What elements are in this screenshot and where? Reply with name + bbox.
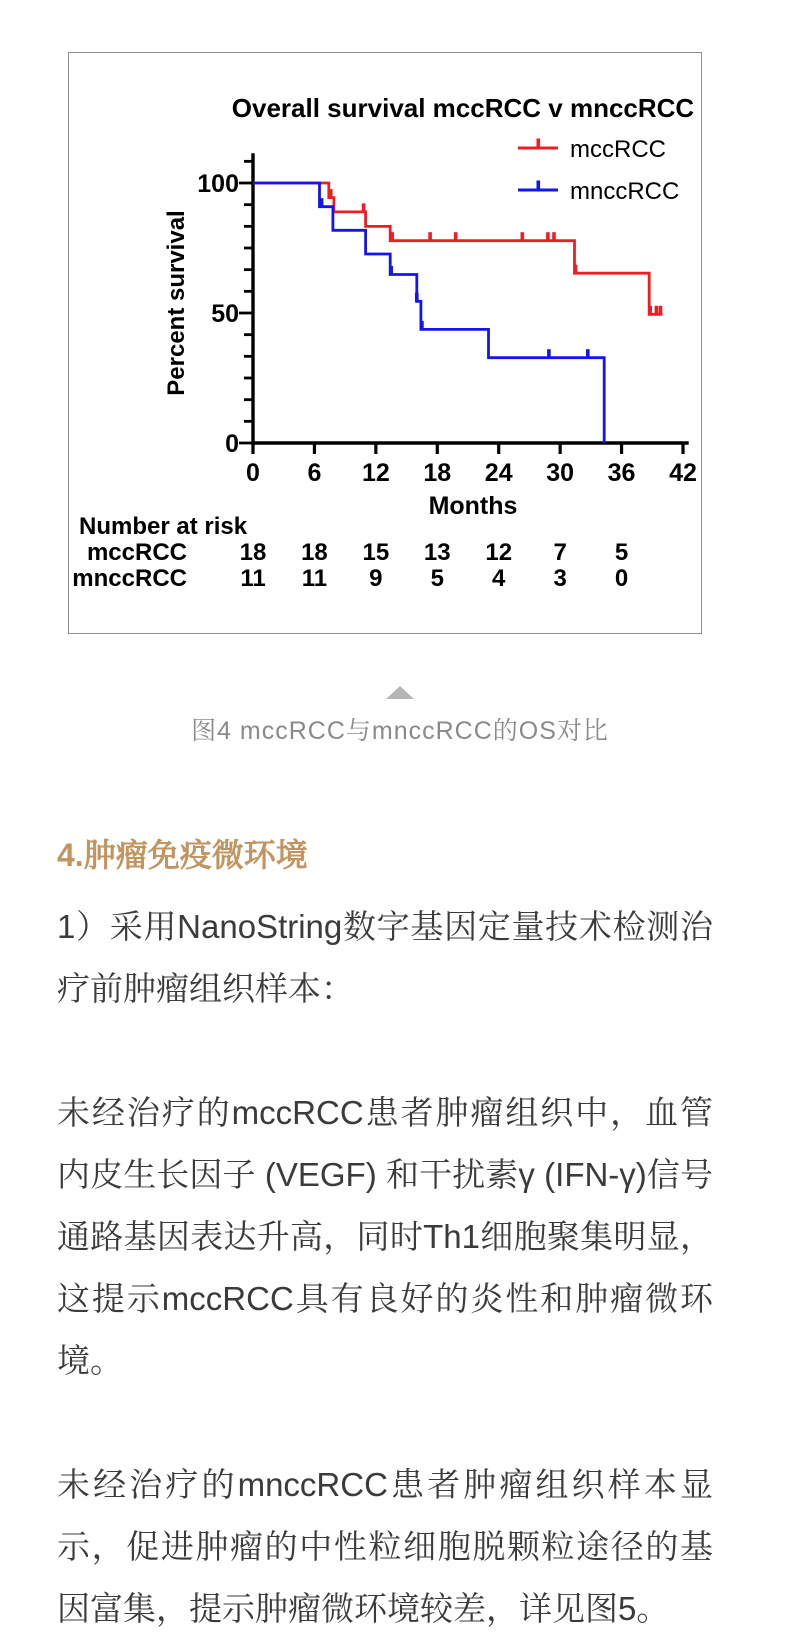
censor-tick-mnccRCC [420,321,424,331]
risk-value-mnccRCC: 4 [492,565,506,592]
censor-tick-mccRCC [546,232,550,242]
paragraph-mnccrcc-findings: 未经治疗的mnccRCC患者肿瘤组织样本显示，促进肿瘤的中性粒细胞脱颗粒途径的基因富集，提示肿瘤微环境较差，详见图5。 [57,1466,713,1627]
x-tick-label: 42 [669,459,697,487]
censor-tick-mnccRCC [320,198,324,208]
x-tick-label: 24 [484,459,513,487]
series-curve-mnccRCC [253,183,604,443]
km-chart [69,53,699,631]
censor-tick-mccRCC [362,203,366,213]
risk-value-mnccRCC: 11 [240,565,266,592]
risk-table-header: Number at risk [79,513,248,540]
censor-tick-mnccRCC [389,266,393,276]
censor-tick-mccRCC [329,189,333,199]
risk-value-mccRCC: 18 [239,539,267,566]
chart-title: Overall survival mccRCC v mnccRCC [231,93,695,123]
censor-tick-mccRCC [655,306,659,316]
censor-tick-mnccRCC [586,349,590,359]
risk-value-mccRCC: 7 [553,539,567,566]
x-tick-label: 0 [246,459,260,487]
article-body [57,832,713,1640]
legend-label-mccRCC: mccRCC [570,136,666,163]
paragraph-method: 1）采用NanoString数字基因定量技术检测治疗前肿瘤组织样本： [57,908,713,1007]
censor-tick-mccRCC [521,232,525,242]
censor-tick-mccRCC [574,265,578,275]
risk-value-mccRCC: 13 [423,539,451,566]
risk-value-mccRCC: 18 [301,539,328,566]
x-tick-label: 36 [607,459,636,487]
figure-caption: 图4 mccRCC与mnccRCC的OS对比 [191,717,609,745]
x-tick-label: 18 [423,459,452,487]
risk-row-label-mccRCC: mccRCC [86,539,187,566]
risk-value-mnccRCC: 9 [369,565,383,592]
collapse-arrow-icon[interactable] [386,686,414,699]
x-tick-label: 30 [546,459,575,487]
censor-tick-mccRCC [454,232,458,242]
censor-tick-mccRCC [552,232,556,242]
risk-row-label-mnccRCC: mnccRCC [72,565,187,592]
section-heading: 4.肿瘤免疫微环境 [57,837,308,873]
x-tick-label: 6 [307,459,322,487]
legend-censor-tick-mccRCC [537,139,541,150]
paragraph-mccrcc-findings: 未经治疗的mccRCC患者肿瘤组织中，血管内皮生长因子 (VEGF) 和干扰素γ (IFN-γ)信号通路基因表达升高，同时Th1细胞聚集明显，这提示mccRCC具有良好的炎性和肿瘤微环境。 [57,1094,713,1379]
censor-tick-mccRCC [390,232,394,242]
legend-label-mnccRCC: mnccRCC [570,178,680,205]
risk-value-mccRCC: 5 [614,539,629,566]
km-figure-panel [68,52,702,634]
risk-value-mnccRCC: 5 [430,565,444,592]
censor-tick-mnccRCC [415,293,419,303]
risk-value-mnccRCC: 11 [301,565,328,592]
y-axis-label: Percent survival [163,210,190,396]
censor-tick-mccRCC [428,232,432,242]
y-tick-label: 50 [211,300,239,328]
risk-value-mccRCC: 12 [485,539,513,566]
x-axis-label: Months [428,492,518,520]
censor-tick-mccRCC [648,306,652,316]
x-tick-label: 12 [361,459,390,487]
risk-value-mnccRCC: 3 [553,565,567,592]
risk-value-mccRCC: 15 [362,539,390,566]
y-tick-label: 100 [197,170,239,198]
censor-tick-mnccRCC [547,349,551,359]
censor-tick-mccRCC [659,306,663,316]
y-tick-label: 0 [225,430,239,458]
risk-value-mnccRCC: 0 [614,565,629,592]
legend-censor-tick-mnccRCC [537,181,541,192]
